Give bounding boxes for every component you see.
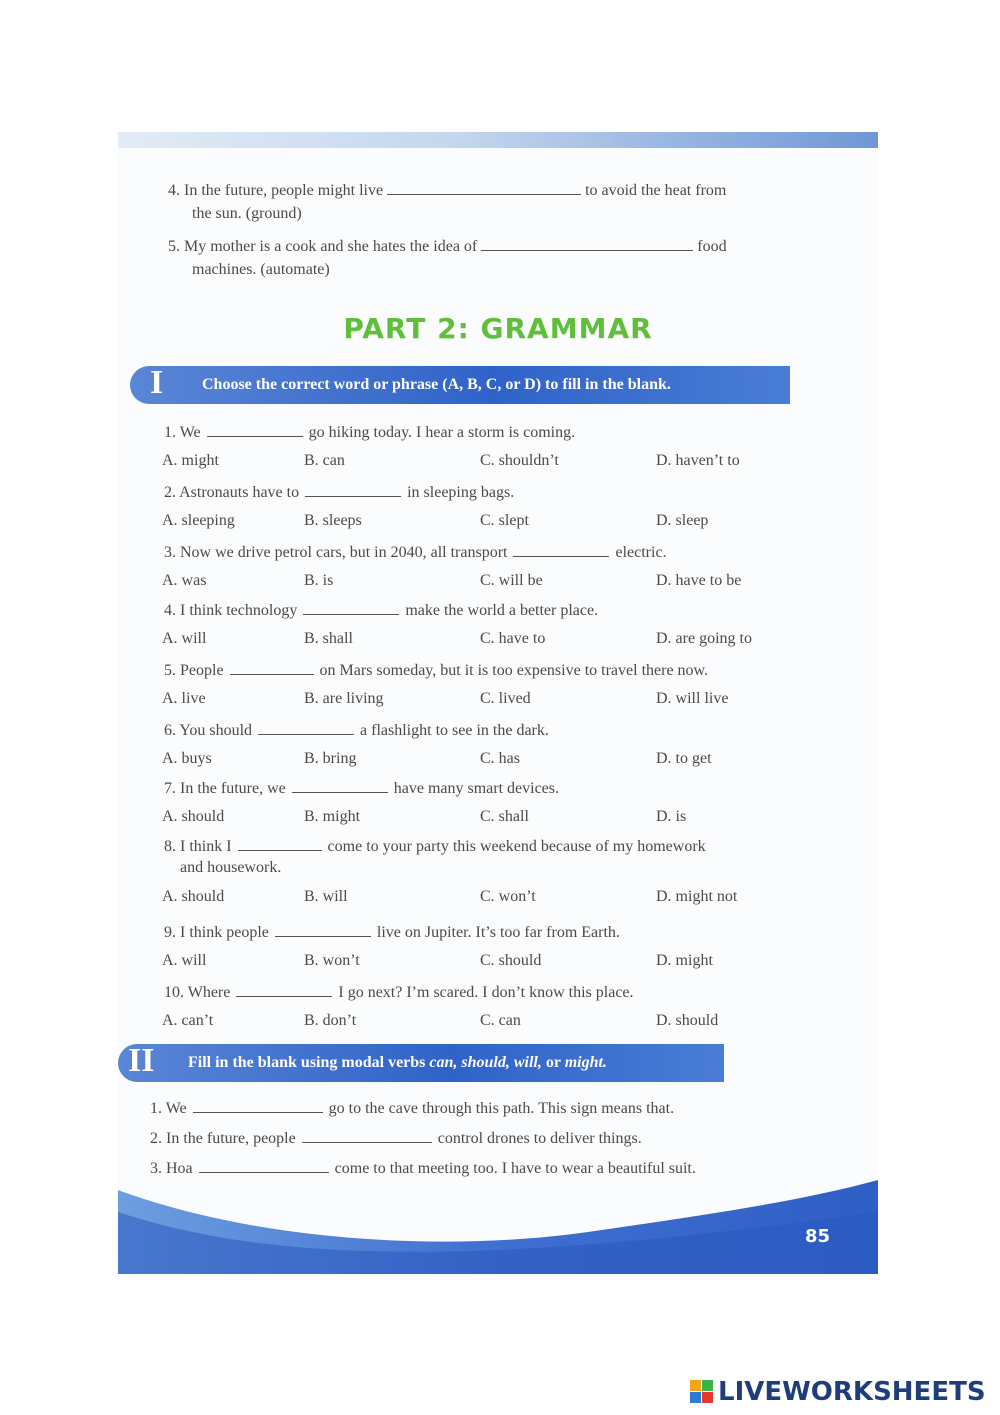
answer-option[interactable]: B. might	[304, 808, 361, 825]
answer-blank[interactable]	[238, 836, 322, 851]
liveworksheets-icon	[690, 1380, 714, 1404]
answer-option[interactable]: C. shouldn’t	[480, 452, 559, 469]
question-text: live on Jupiter. It’s too far from Earth.	[376, 924, 620, 941]
answer-blank[interactable]	[193, 1098, 323, 1113]
answer-option[interactable]: A. live	[162, 690, 206, 707]
answer-option[interactable]: B. shall	[304, 630, 353, 647]
vocab-item-5-cont: machines. (automate)	[192, 261, 330, 278]
section-2-header	[118, 1044, 724, 1082]
answer-option[interactable]: A. sleeping	[162, 512, 235, 529]
answer-option[interactable]: C. slept	[480, 512, 529, 529]
answer-option[interactable]: D. will live	[656, 690, 729, 707]
question-number: 2.	[150, 1130, 162, 1147]
answer-option[interactable]: D. might	[656, 952, 713, 969]
answer-option[interactable]: A. can’t	[162, 1012, 214, 1029]
question-10	[164, 982, 634, 1003]
question-text: We	[165, 1100, 187, 1117]
answer-blank[interactable]	[207, 422, 303, 437]
answer-option[interactable]: C. have to	[480, 630, 546, 647]
section-roman-numeral: II	[128, 1042, 155, 1079]
item-text: In the future, people might live	[184, 182, 384, 199]
answer-option[interactable]: A. buys	[162, 750, 212, 767]
question-text: electric.	[615, 544, 667, 561]
question-text: Where	[187, 984, 231, 1001]
question-text: go hiking today. I hear a storm is coming.	[308, 424, 576, 441]
answer-option[interactable]: B. will	[304, 888, 348, 905]
page-number: 85	[804, 1226, 830, 1247]
answer-option[interactable]: A. was	[162, 572, 207, 589]
question-number: 3.	[164, 544, 176, 561]
answer-option[interactable]: C. can	[480, 1012, 521, 1029]
answer-blank[interactable]	[305, 482, 401, 497]
question-text: control drones to deliver things.	[437, 1130, 642, 1147]
section-instruction: Fill in the blank using modal verbs can, should, will, or might.	[188, 1054, 607, 1071]
answer-option[interactable]: D. might not	[656, 888, 738, 905]
bottom-wave-decor	[118, 1172, 878, 1274]
fill-question-1	[150, 1098, 674, 1119]
question-2	[164, 482, 514, 503]
answer-option[interactable]: A. should	[162, 888, 225, 905]
answer-option[interactable]: B. sleeps	[304, 512, 362, 529]
question-text: come to your party this weekend because of my homework	[327, 838, 706, 855]
question-5	[164, 660, 708, 681]
worksheet-page	[118, 132, 878, 1274]
question-text: Hoa	[166, 1160, 193, 1177]
question-6	[164, 720, 549, 741]
answer-blank[interactable]	[387, 180, 581, 195]
question-text: Now we drive petrol cars, but in 2040, all transport	[180, 544, 508, 561]
question-number: 9.	[164, 924, 176, 941]
section-roman-numeral: I	[150, 364, 164, 401]
answer-option[interactable]: D. have to be	[656, 572, 742, 589]
answer-option[interactable]: B. bring	[304, 750, 357, 767]
top-decor-band	[118, 132, 878, 148]
answer-blank[interactable]	[236, 982, 332, 997]
fill-question-2	[150, 1128, 642, 1149]
question-number: 2.	[164, 484, 176, 501]
question-continuation: and housework.	[180, 859, 282, 876]
vocab-item-5	[168, 236, 727, 257]
answer-option[interactable]: D. should	[656, 1012, 719, 1029]
question-number: 4.	[164, 602, 176, 619]
answer-blank[interactable]	[258, 720, 354, 735]
answer-blank[interactable]	[230, 660, 314, 675]
answer-option[interactable]: A. will	[162, 630, 207, 647]
answer-option[interactable]: C. lived	[480, 690, 531, 707]
answer-option[interactable]: D. sleep	[656, 512, 709, 529]
answer-blank[interactable]	[513, 542, 609, 557]
question-1	[164, 422, 575, 443]
question-number: 6.	[164, 722, 176, 739]
liveworksheets-logo	[690, 1376, 986, 1408]
answer-blank[interactable]	[292, 778, 388, 793]
vocab-item-4-cont: the sun. (ground)	[192, 205, 302, 222]
question-number: 7.	[164, 780, 176, 797]
item-number: 4.	[168, 182, 180, 199]
question-text: In the future, people	[166, 1130, 296, 1147]
answer-option[interactable]: C. has	[480, 750, 520, 767]
answer-option[interactable]: C. should	[480, 952, 542, 969]
answer-blank[interactable]	[303, 600, 399, 615]
answer-option[interactable]: B. are living	[304, 690, 384, 707]
answer-option[interactable]: D. to get	[656, 750, 712, 767]
question-text: We	[179, 424, 201, 441]
question-text: I think people	[180, 924, 269, 941]
answer-option[interactable]: C. won’t	[480, 888, 536, 905]
answer-blank[interactable]	[275, 922, 371, 937]
question-text: come to that meeting too. I have to wear a beautiful suit.	[334, 1160, 696, 1177]
question-text: in sleeping bags.	[407, 484, 515, 501]
question-number: 3.	[150, 1160, 162, 1177]
question-text: In the future, we	[180, 780, 286, 797]
question-text: a flashlight to see in the dark.	[360, 722, 549, 739]
answer-option[interactable]: B. can	[304, 452, 345, 469]
question-number: 5.	[164, 662, 176, 679]
question-text: I think technology	[180, 602, 298, 619]
question-text: I think I	[180, 838, 232, 855]
question-text: go to the cave through this path. This sign means that.	[328, 1100, 675, 1117]
answer-option[interactable]: D. is	[656, 808, 687, 825]
part-title: PART 2: GRAMMAR	[343, 312, 653, 345]
question-text: make the world a better place.	[405, 602, 599, 619]
question-text: Astronauts have to	[179, 484, 300, 501]
question-text: I go next? I’m scared. I don’t know this place.	[338, 984, 634, 1001]
answer-blank[interactable]	[481, 236, 693, 251]
question-number: 1.	[164, 424, 176, 441]
item-text: food	[697, 238, 727, 255]
answer-option[interactable]: B. don’t	[304, 1012, 357, 1029]
answer-option[interactable]: D. are going to	[656, 630, 752, 647]
item-text: to avoid the heat from	[585, 182, 727, 199]
item-number: 5.	[168, 238, 180, 255]
question-number: 1.	[150, 1100, 162, 1117]
section-instruction: Choose the correct word or phrase (A, B, C, or D) to fill in the blank.	[202, 376, 671, 393]
answer-blank[interactable]	[199, 1158, 329, 1173]
answer-option[interactable]: A. will	[162, 952, 207, 969]
question-text: have many smart devices.	[393, 780, 560, 797]
answer-option[interactable]: A. should	[162, 808, 225, 825]
question-text: on Mars someday, but it is too expensive to travel there now.	[319, 662, 709, 679]
question-text: You should	[179, 722, 253, 739]
question-3	[164, 542, 667, 563]
answer-blank[interactable]	[302, 1128, 432, 1143]
item-text: My mother is a cook and she hates the idea of	[184, 238, 478, 255]
answer-option[interactable]: B. won’t	[304, 952, 360, 969]
question-8	[164, 836, 706, 857]
question-9	[164, 922, 620, 943]
question-7	[164, 778, 559, 799]
question-number: 10.	[164, 984, 184, 1001]
answer-option[interactable]: C. shall	[480, 808, 529, 825]
question-4	[164, 600, 598, 621]
question-text: People	[180, 662, 224, 679]
answer-option[interactable]: C. will be	[480, 572, 543, 589]
vocab-item-4	[168, 180, 726, 201]
answer-option[interactable]: B. is	[304, 572, 334, 589]
section-1-header	[130, 366, 790, 404]
question-number: 8.	[164, 838, 176, 855]
answer-option[interactable]: D. haven’t to	[656, 452, 740, 469]
brand-wordmark: LIVEWORKSHEETS	[718, 1377, 986, 1407]
answer-option[interactable]: A. might	[162, 452, 219, 469]
